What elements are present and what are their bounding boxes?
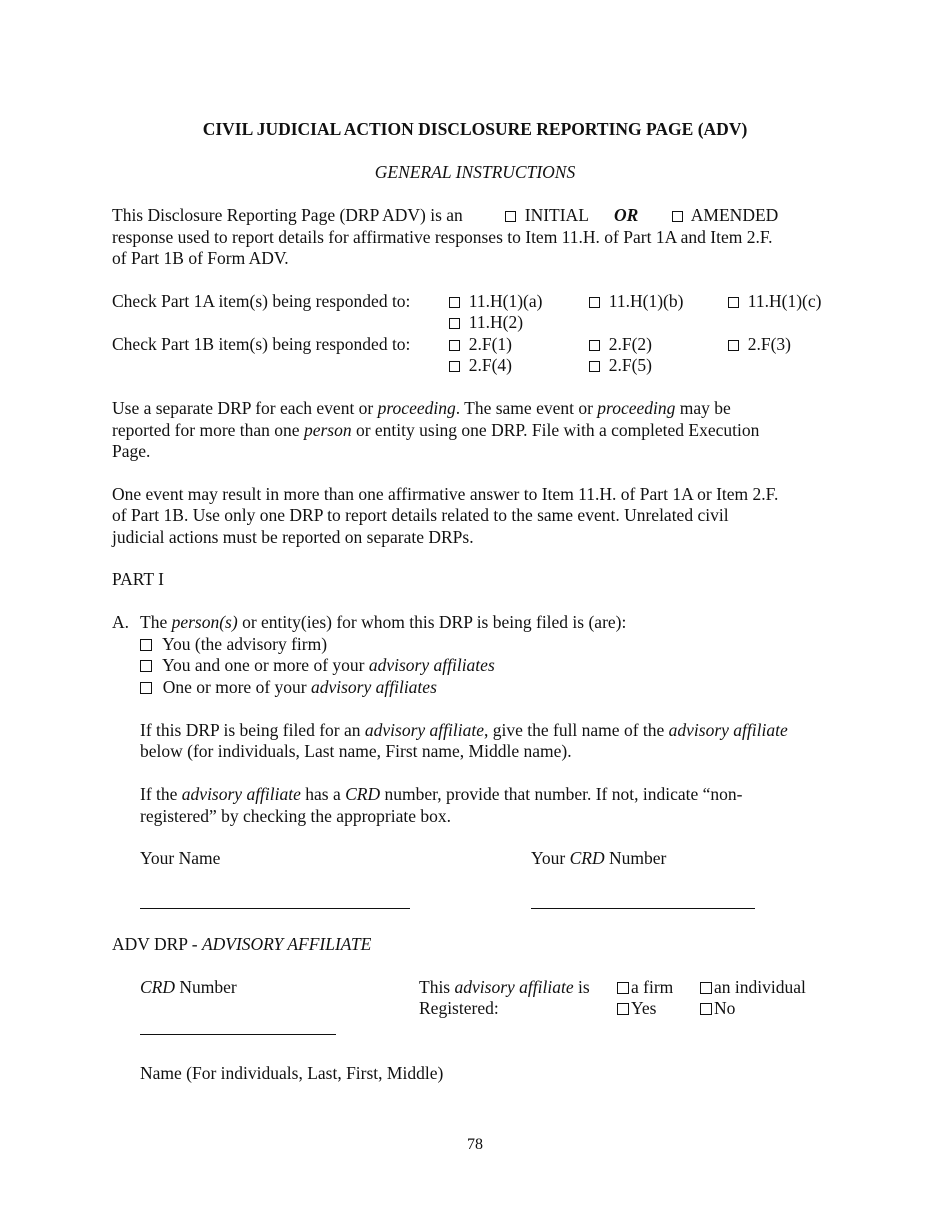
type-option-firm[interactable]: a firm	[617, 977, 673, 999]
checkbox[interactable]	[617, 1003, 629, 1015]
affiliate-note-line-1: If this DRP is being filed for an advisory affiliate, give the full name of the advisory affiliate	[140, 720, 788, 740]
checkbox[interactable]	[140, 660, 152, 672]
option-label: 11.H(1)(a)	[468, 291, 543, 311]
amended-label: AMENDED	[690, 205, 779, 225]
checkbox[interactable]	[700, 982, 712, 994]
amended-checkbox[interactable]	[672, 211, 683, 222]
option-label: 2.F(2)	[608, 334, 653, 354]
item-a-label: A.	[112, 612, 130, 632]
checkbox[interactable]	[449, 318, 460, 329]
registered-option-yes[interactable]: Yes	[617, 998, 656, 1020]
checkbox[interactable]	[140, 682, 152, 694]
initial-checkbox[interactable]	[505, 211, 516, 222]
checkbox[interactable]	[728, 297, 739, 308]
para1-line-2: reported for more than one person or entity using one DRP. File with a completed Execution	[112, 420, 760, 440]
page-title: CIVIL JUDICIAL ACTION DISCLOSURE REPORTING PAGE (ADV)	[202, 119, 748, 139]
item-a-text: The person(s) or entity(ies) for whom this DRP is being filed is (are):	[140, 612, 627, 632]
part1b-label: Check Part 1B item(s) being responded to:	[112, 334, 411, 354]
intro-line-3: of Part 1B of Form ADV.	[112, 248, 289, 268]
part1-heading: PART I	[112, 569, 164, 589]
crd-note-line-1: If the advisory affiliate has a CRD number, provide that number. If not, indicate “non-	[140, 784, 743, 804]
filer-option-firm-and-affiliates[interactable]: You and one or more of your advisory affiliates	[140, 655, 495, 677]
filer-option-firm[interactable]: You (the advisory firm)	[140, 634, 327, 656]
affiliate-heading: ADV DRP - ADVISORY AFFILIATE	[112, 934, 372, 954]
option-2f4[interactable]	[449, 355, 512, 377]
affiliate-name-label: Name (For individuals, Last, First, Middle)	[140, 1063, 444, 1083]
affiliate-crd-label: CRD Number	[140, 977, 237, 997]
intro-line-2: response used to report details for affirmative responses to Item 11.H. of Part 1A and Item 2.F.	[112, 227, 773, 247]
option-label: 2.F(3)	[747, 334, 792, 354]
option-11h1c[interactable]	[728, 291, 821, 313]
checkbox[interactable]	[617, 982, 629, 994]
option-label: 11.H(1)(b)	[608, 291, 684, 311]
your-crd-field[interactable]	[531, 908, 755, 909]
option-11h1a[interactable]	[449, 291, 542, 313]
para1-line-3: Page.	[112, 441, 151, 461]
option-label: 11.H(1)(c)	[747, 291, 822, 311]
your-crd-label: Your CRD Number	[531, 848, 667, 868]
general-instructions-heading: GENERAL INSTRUCTIONS	[374, 162, 576, 182]
initial-label: INITIAL	[524, 205, 589, 225]
your-name-label: Your Name	[140, 848, 221, 868]
checkbox[interactable]	[700, 1003, 712, 1015]
page-number: 78	[467, 1136, 483, 1153]
checkbox[interactable]	[589, 297, 600, 308]
filer-option-affiliates[interactable]: One or more of your advisory affiliates	[140, 677, 437, 699]
affiliate-type-label: This advisory affiliate is	[419, 977, 590, 997]
part1a-label: Check Part 1A item(s) being responded to:	[112, 291, 411, 311]
checkbox[interactable]	[449, 361, 460, 372]
para2-line-1: One event may result in more than one affirmative answer to Item 11.H. of Part 1A or Item 2.F.	[112, 484, 779, 504]
checkbox[interactable]	[449, 297, 460, 308]
registered-label: Registered:	[419, 998, 499, 1018]
option-11h1b[interactable]	[589, 291, 683, 313]
option-label: 2.F(4)	[468, 355, 513, 375]
checkbox[interactable]	[728, 340, 739, 351]
type-option-individual[interactable]: an individual	[700, 977, 806, 999]
para2-line-3: judicial actions must be reported on separate DRPs.	[112, 527, 474, 547]
option-label: 11.H(2)	[468, 312, 524, 332]
or-label: OR	[614, 205, 639, 225]
option-2f3[interactable]	[728, 334, 791, 356]
checkbox[interactable]	[140, 639, 152, 651]
affiliate-note-line-2: below (for individuals, Last name, First name, Middle name).	[140, 741, 572, 761]
option-label: 2.F(5)	[608, 355, 653, 375]
checkbox[interactable]	[589, 340, 600, 351]
para2-line-2: of Part 1B. Use only one DRP to report details related to the same event. Unrelated civil	[112, 505, 729, 525]
registered-option-no[interactable]: No	[700, 998, 735, 1020]
option-label: 2.F(1)	[468, 334, 513, 354]
option-2f5[interactable]	[589, 355, 652, 377]
checkbox[interactable]	[449, 340, 460, 351]
your-name-field[interactable]	[140, 908, 410, 909]
affiliate-crd-field[interactable]	[140, 1034, 336, 1035]
para1-line-1: Use a separate DRP for each event or proceeding. The same event or proceeding may be	[112, 398, 731, 418]
amended-option[interactable]	[672, 205, 778, 227]
option-2f1[interactable]	[449, 334, 512, 356]
crd-note-line-2: registered” by checking the appropriate box.	[140, 806, 451, 826]
checkbox[interactable]	[589, 361, 600, 372]
intro-lead: This Disclosure Reporting Page (DRP ADV) is an	[112, 205, 463, 225]
option-11h2[interactable]	[449, 312, 523, 334]
option-2f2[interactable]	[589, 334, 652, 356]
initial-option[interactable]	[505, 205, 589, 227]
